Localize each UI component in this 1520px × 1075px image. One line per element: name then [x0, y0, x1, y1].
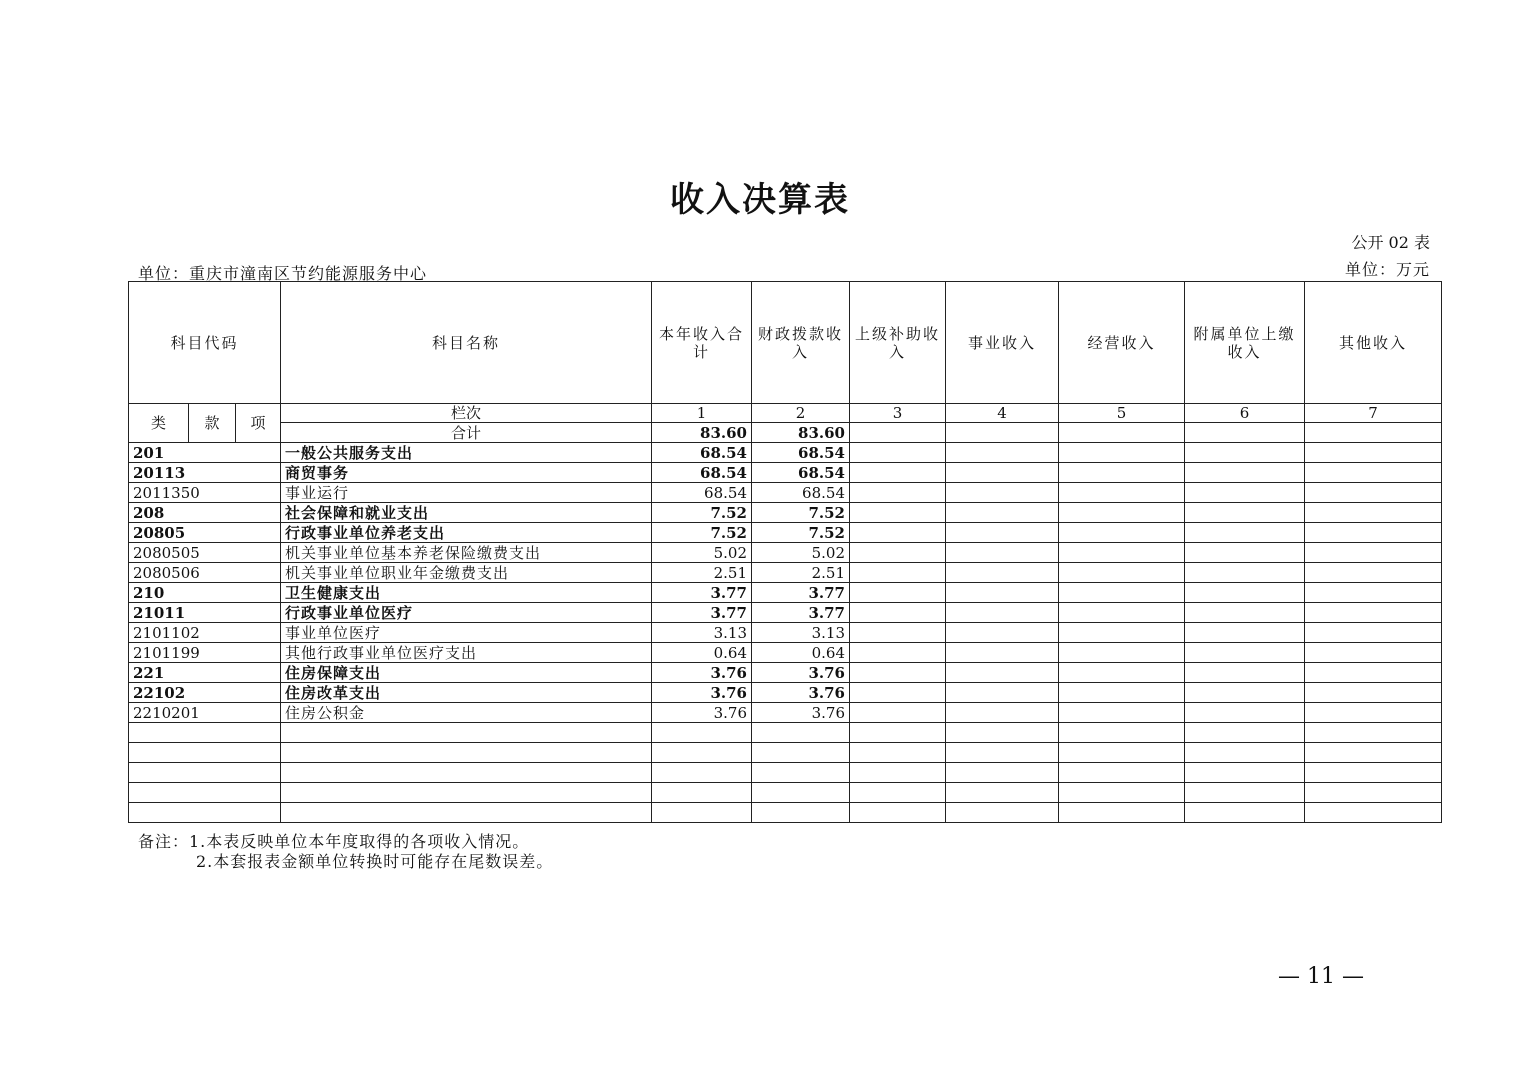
total-c2: 83.60: [752, 423, 850, 443]
header-affiliated-income: 附属单位上缴收入: [1185, 282, 1305, 404]
row-c1: 3.77: [652, 603, 752, 623]
table-row: [129, 603, 1442, 623]
header-code: 科目代码: [129, 282, 281, 404]
header-operating-income: 经营收入: [1059, 282, 1185, 404]
empty-row: [129, 743, 1442, 763]
row-c2: 68.54: [752, 443, 850, 463]
row-name: 一般公共服务支出: [281, 443, 652, 463]
empty-row: [129, 763, 1442, 783]
row-code: 22102: [129, 683, 281, 703]
row-c1: 2.51: [652, 563, 752, 583]
row-c2: 68.54: [752, 463, 850, 483]
row-code: 201: [129, 443, 281, 463]
row-c2: 3.76: [752, 703, 850, 723]
row-c1: 3.76: [652, 703, 752, 723]
row-name: 机关事业单位基本养老保险缴费支出: [281, 543, 652, 563]
subheader-lanci: 栏次: [281, 404, 652, 423]
row-name: 住房公积金: [281, 703, 652, 723]
table-row: [129, 503, 1442, 523]
row-code: 21011: [129, 603, 281, 623]
subheader-xiang: 项: [236, 404, 281, 443]
row-code: 221: [129, 663, 281, 683]
row-code: 208: [129, 503, 281, 523]
row-c2: 7.52: [752, 523, 850, 543]
col-no-3: 3: [850, 404, 946, 423]
header-total-income: 本年收入合计: [652, 282, 752, 404]
page-number: — 11 —: [1278, 964, 1364, 989]
row-code: 2080506: [129, 563, 281, 583]
col-no-6: 6: [1185, 404, 1305, 423]
row-c1: 68.54: [652, 463, 752, 483]
row-c2: 2.51: [752, 563, 850, 583]
table-row: [129, 683, 1442, 703]
table-row: [129, 443, 1442, 463]
empty-row: [129, 783, 1442, 803]
row-c2: 0.64: [752, 643, 850, 663]
row-code: 20113: [129, 463, 281, 483]
row-c2: 3.76: [752, 683, 850, 703]
row-name: 卫生健康支出: [281, 583, 652, 603]
row-code: 20805: [129, 523, 281, 543]
row-c1: 7.52: [652, 523, 752, 543]
row-c2: 7.52: [752, 503, 850, 523]
note-line-1: 备注：1.本表反映单位本年度取得的各项收入情况。: [138, 832, 530, 851]
row-c2: 68.54: [752, 483, 850, 503]
row-name: 社会保障和就业支出: [281, 503, 652, 523]
empty-row: [129, 723, 1442, 743]
col-no-4: 4: [946, 404, 1059, 423]
row-c2: 3.76: [752, 663, 850, 683]
table-row: [129, 523, 1442, 543]
header-name: 科目名称: [281, 282, 652, 404]
row-code: 210: [129, 583, 281, 603]
row-c2: 3.77: [752, 583, 850, 603]
currency-unit: 单位：万元: [1344, 260, 1430, 279]
row-c1: 7.52: [652, 503, 752, 523]
header-business-income: 事业收入: [946, 282, 1059, 404]
row-c1: 3.76: [652, 663, 752, 683]
row-name: 商贸事务: [281, 463, 652, 483]
header-superior-subsidy: 上级补助收入: [850, 282, 946, 404]
page-title: 收入决算表: [670, 180, 850, 220]
row-c1: 3.77: [652, 583, 752, 603]
table-row: [129, 543, 1442, 563]
col-no-1: 1: [652, 404, 752, 423]
table-notes: [138, 832, 553, 872]
table-row: [129, 703, 1442, 723]
table-row: [129, 643, 1442, 663]
reporting-unit: 单位：重庆市潼南区节约能源服务中心: [138, 264, 428, 283]
subheader-kuan: 款: [189, 404, 236, 443]
table-row: [129, 583, 1442, 603]
subheader-lei: 类: [129, 404, 189, 443]
row-name: 机关事业单位职业年金缴费支出: [281, 563, 652, 583]
row-code: 2101199: [129, 643, 281, 663]
row-code: 2210201: [129, 703, 281, 723]
column-number-row: [129, 404, 1442, 423]
row-code: 2011350: [129, 483, 281, 503]
row-c1: 68.54: [652, 443, 752, 463]
row-name: 事业单位医疗: [281, 623, 652, 643]
col-no-2: 2: [752, 404, 850, 423]
row-name: 住房保障支出: [281, 663, 652, 683]
total-label: 合计: [281, 423, 652, 443]
note-line-2: 2.本套报表金额单位转换时可能存在尾数误差。: [196, 852, 554, 871]
table-row: [129, 623, 1442, 643]
row-c2: 3.13: [752, 623, 850, 643]
row-name: 其他行政事业单位医疗支出: [281, 643, 652, 663]
table-row: [129, 463, 1442, 483]
col-no-5: 5: [1059, 404, 1185, 423]
row-c1: 3.13: [652, 623, 752, 643]
table-row: [129, 563, 1442, 583]
row-c1: 5.02: [652, 543, 752, 563]
table-row: [129, 663, 1442, 683]
row-c1: 0.64: [652, 643, 752, 663]
row-c2: 5.02: [752, 543, 850, 563]
row-name: 事业运行: [281, 483, 652, 503]
row-c2: 3.77: [752, 603, 850, 623]
header-fiscal-appropriation: 财政拨款收入: [752, 282, 850, 404]
row-name: 行政事业单位医疗: [281, 603, 652, 623]
row-code: 2080505: [129, 543, 281, 563]
empty-row: [129, 803, 1442, 823]
header-other-income: 其他收入: [1305, 282, 1442, 404]
income-table: [128, 281, 1442, 823]
row-c1: 3.76: [652, 683, 752, 703]
table-row: [129, 483, 1442, 503]
col-no-7: 7: [1305, 404, 1442, 423]
total-row: [129, 423, 1442, 443]
header-row: [129, 282, 1442, 404]
row-code: 2101102: [129, 623, 281, 643]
form-number: 公开 02 表: [1351, 233, 1430, 252]
row-name: 住房改革支出: [281, 683, 652, 703]
total-c1: 83.60: [652, 423, 752, 443]
row-c1: 68.54: [652, 483, 752, 503]
row-name: 行政事业单位养老支出: [281, 523, 652, 543]
